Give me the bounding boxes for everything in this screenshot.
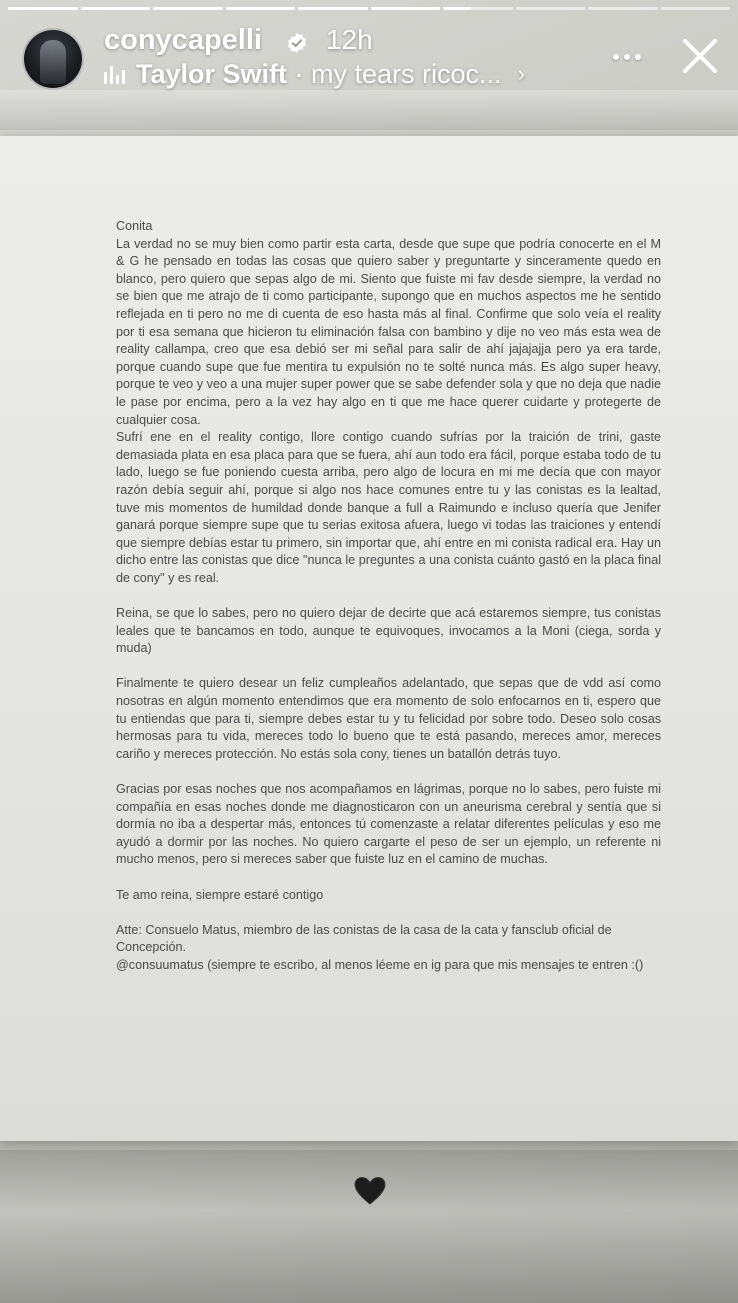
verified-badge-icon [286,32,308,54]
letter-paragraph: Sufrí ene en el reality contigo, llore contigo cuando sufrías por la traición de trini, gaste demasiada plata en esa placa para que se fuera, ahí aun todo era fácil, porque estaba todo de tu lado, luego se fue poniendo cuesta arriba, pero algo de locura en mi me decía que con mayor razón debía seguir ahí, porque si algo nos hace comunes entre tu y las conistas es la lealtad, tuve mis momentos de humildad donde banque a full a Raimundo e incluso quería que Jenifer ganará porque siempre supe que tu serias exitosa afuera, luego vi todas las traiciones y entendí que siempre debías estar tu primero, sin importar que, ahí entre en mi conista radical era. Hay un dicho entre las conistas que dice "nunca le preguntes a una conista cuánto gastó en la placa final de cony" y es real. [116,430,661,585]
fabric-fold-top [0,90,738,130]
dot-icon [613,54,619,60]
letter-body [116,218,661,975]
dot-icon [624,54,630,60]
chevron-right-icon: › [517,61,525,86]
music-attribution[interactable] [104,58,525,90]
letter-paragraph: Gracias por esas noches que nos acompañamos en lágrimas, porque no lo sabes, pero fuiste mi compañía en esas noches donde me diagnosticaron con un aneurisma cerebral y sentía que si dormía no iba a despertar más, entonces tú comenzaste a relatar diferentes películas y eso me ayudó a dormir por las noches. No quiero cargarte el peso de ser un ejemplo, un referente ni mucho menos, pero si mereces saber que fuiste luz en el camino de muchas. [116,782,661,867]
progress-fill [153,7,223,10]
post-time: 12h [326,24,373,55]
avatar[interactable] [22,28,84,90]
progress-fill [443,7,471,10]
progress-segment [661,7,731,10]
music-separator: · [287,58,312,89]
progress-fill [226,7,296,10]
progress-segment [8,7,78,10]
progress-segment [81,7,151,10]
progress-segment [588,7,658,10]
story-header [0,22,738,92]
story-progress-bar [8,7,730,10]
progress-fill [298,7,368,10]
letter-paragraph: Finalmente te quiero desear un feliz cumpleaños adelantado, que sepas que de vdd así como nosotras en algún momento entendimos que era momento de solo enfocarnos en ti, espero que tu entiendas que para ti, siempre debes estar tu y tu felicidad por sobre todo. Deseo solo cosas hermosas para tu vida, mereces todo lo bueno que te está pasando, mereces amor, mereces cariño y mereces protección. No estás sola cony, tienes un batallón detrás tuyo. [116,676,661,761]
progress-fill [8,7,78,10]
music-artist: Taylor Swift [136,58,288,89]
progress-fill [371,7,441,10]
letter-paper [0,136,738,1141]
close-icon[interactable] [676,32,724,80]
progress-segment [153,7,223,10]
dot-icon [635,54,641,60]
progress-segment [443,7,513,10]
fabric-fold-bottom [0,1150,738,1303]
letter-paragraph: La verdad no se muy bien como partir esta carta, desde que supe que podría conocerte en el M & G he pensado en todas las cosas que quiero saber y preguntarte y sinceramente quedo en blanco, pero quiero que sepas algo de mi. Siento que fuiste mi fav desde siempre, la verdad no se bien que me atrajo de ti como participante, supongo que en muchos aspectos me he sentido reflejada en ti pero no me di cuenta de eso hasta más al final. Confirme que solo veía el reality por ti esa semana que hicieron tu eliminación falsa con bambino y dije no veo más esta wea de reality callampa, creo que esa debió ser mi señal para salir de ahí jajajajja pero ya era tarde, porque cuando supe que fue mentira tu expulsión no te solté nunca más. Es algo super heavy, porque te veo y veo a una mujer super power que se sabe defender sola y que no deja que nadie le pase por encima, pero a la vez hay algo en ti que me hace querer cuidarte y protegerte de cualquier cosa. [116,236,661,427]
letter-closing: Te amo reina, siempre estaré contigo [116,887,324,902]
more-options-button[interactable] [612,42,642,72]
letter-handle: @consuumatus (siempre te escribo, al menos léeme en ig para que mis mensajes te entren :() [116,957,644,972]
progress-fill [81,7,151,10]
progress-segment [371,7,441,10]
black-heart-icon [354,1176,386,1206]
progress-segment [516,7,586,10]
letter-signature: Atte: Consuelo Matus, miembro de las conistas de la casa de la cata y fansclub oficial de Concepción. [116,922,612,955]
progress-segment [298,7,368,10]
letter-paragraph: Reina, se que lo sabes, pero no quiero dejar de decirte que acá estaremos siempre, tus conistas leales que te bancamos en todo, aunque te equivoques, invocamos a la Moni (ciega, sorda y muda) [116,606,661,656]
username[interactable]: conycapelli [104,24,262,56]
letter-greeting: Conita [116,219,153,233]
music-song: my tears ricoc... [311,58,502,89]
music-bars-icon [104,64,126,84]
progress-segment [226,7,296,10]
